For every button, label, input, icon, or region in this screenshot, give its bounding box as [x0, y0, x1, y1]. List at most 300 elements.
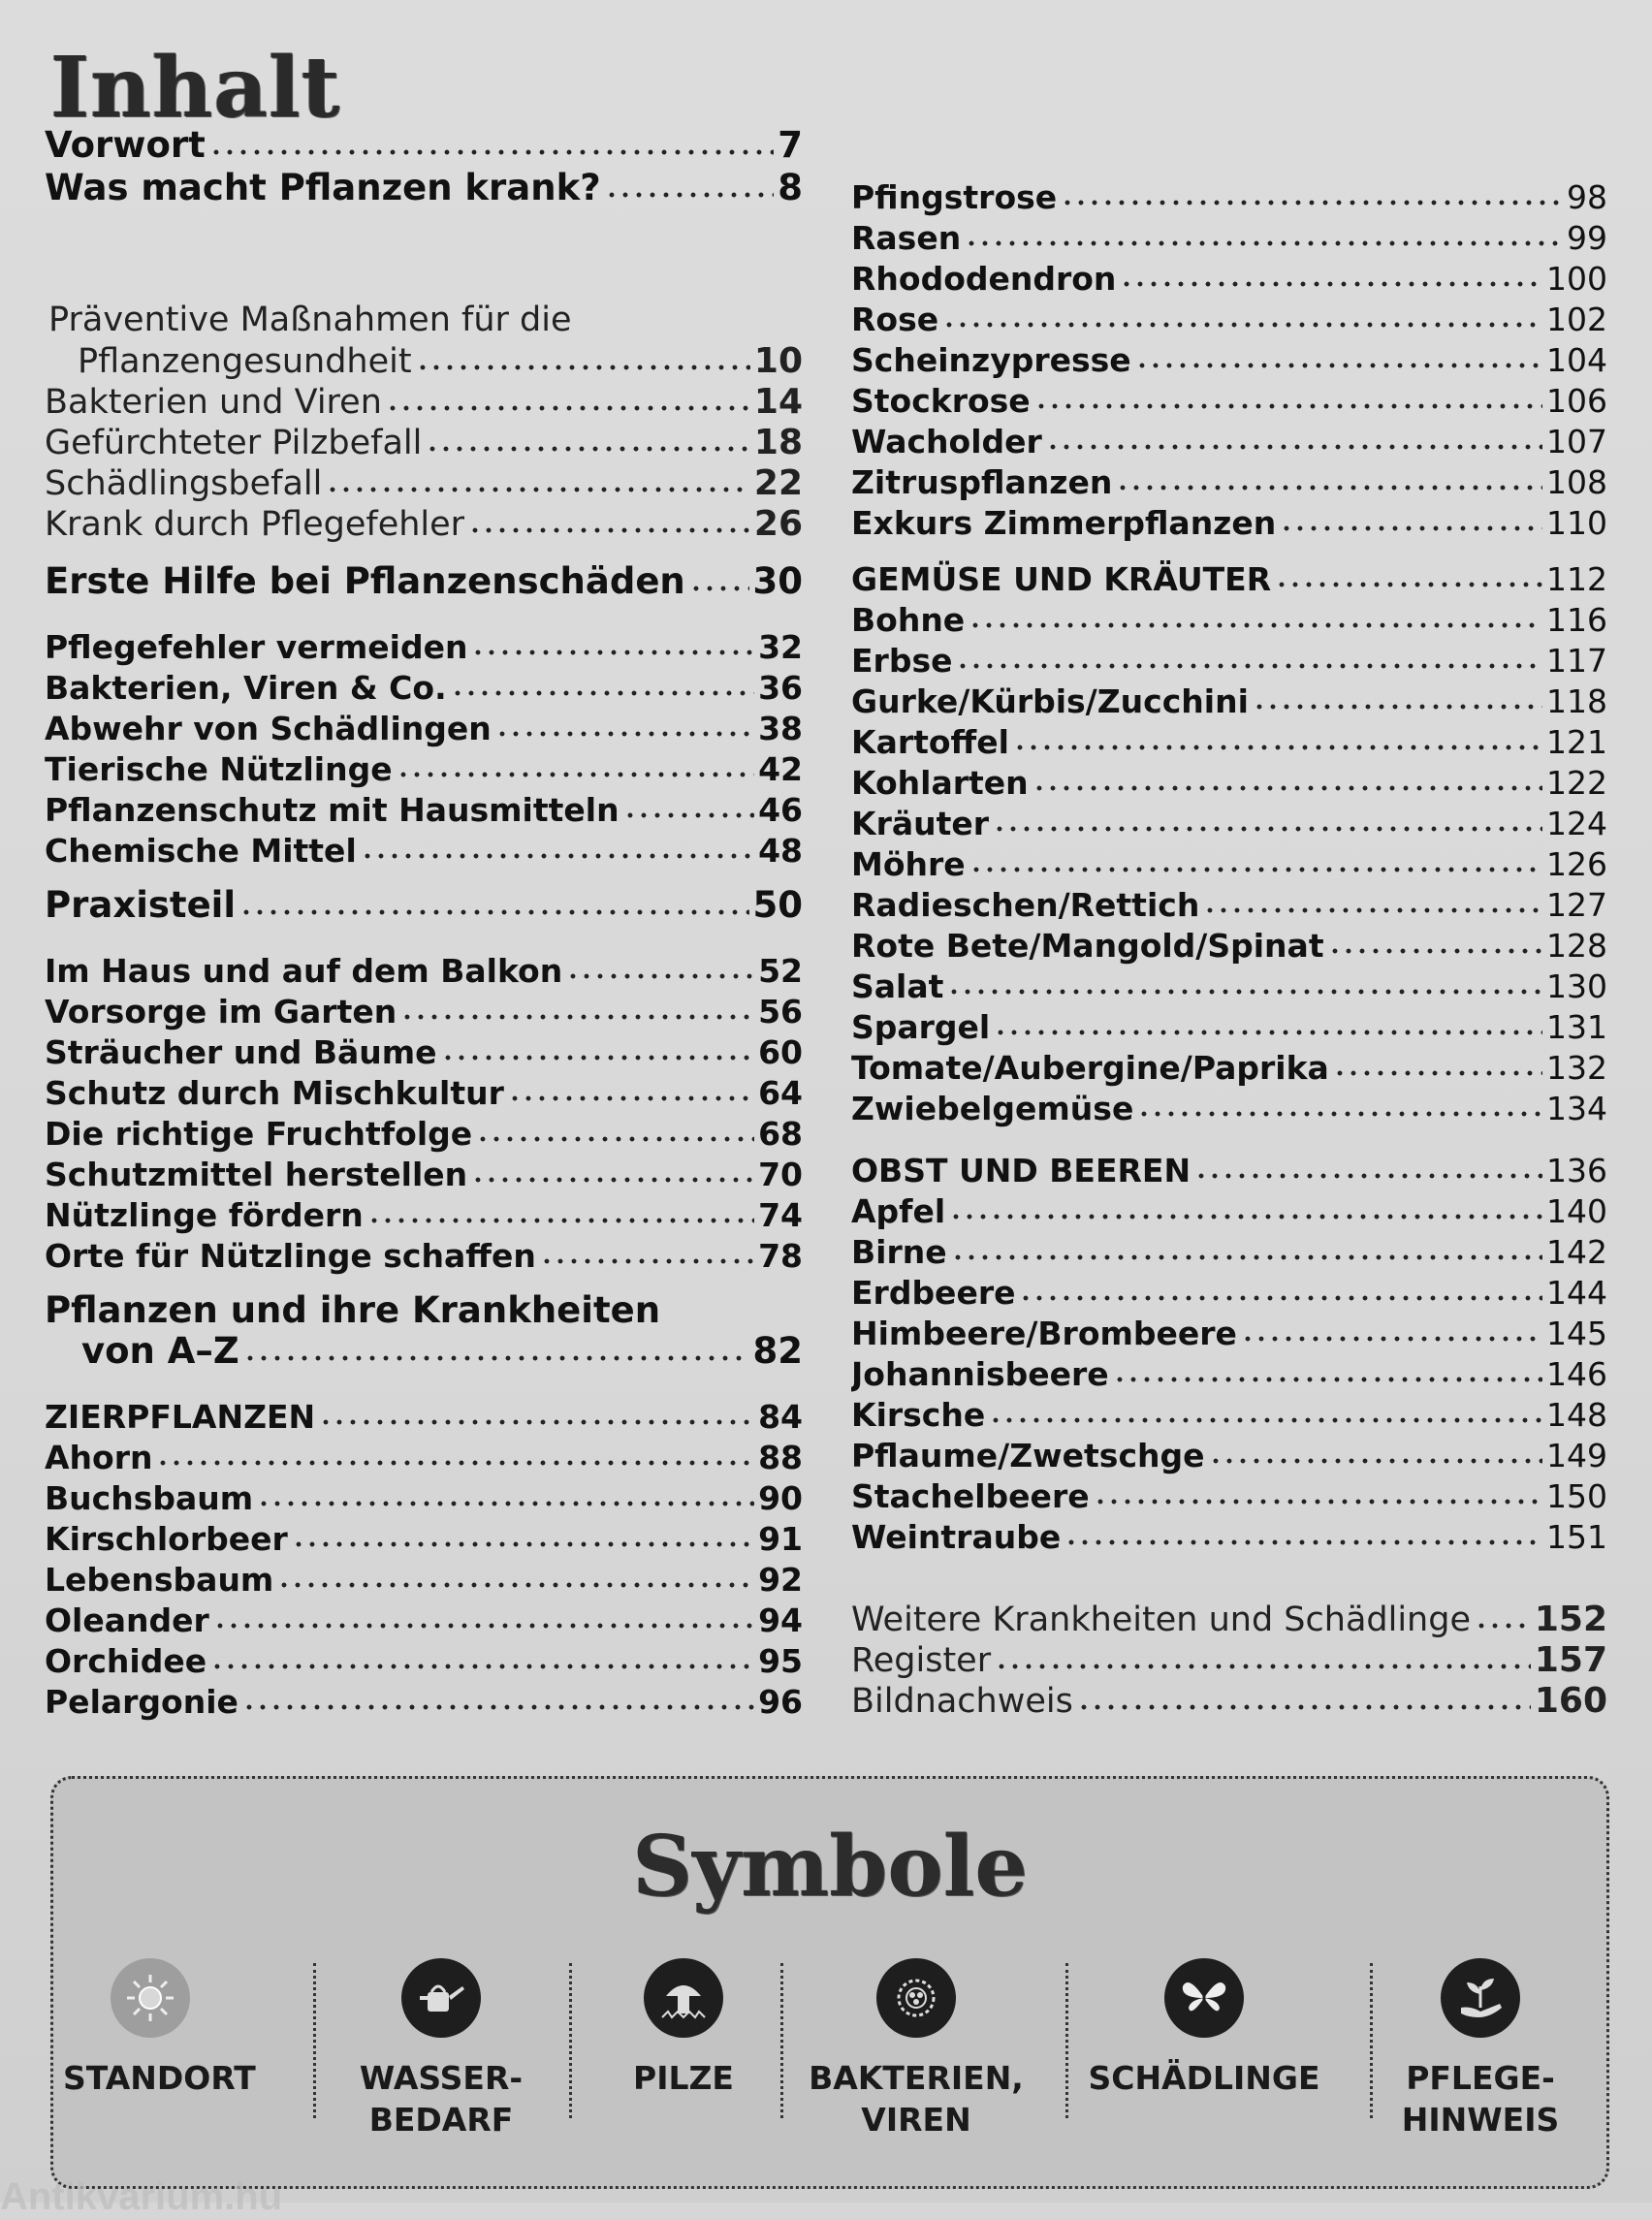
- leader-dots: [1135, 362, 1542, 369]
- toc-page: 131: [1546, 1008, 1607, 1046]
- toc-entry[interactable]: [851, 1008, 1607, 1046]
- leader-dots: [540, 1257, 754, 1265]
- toc-page: 127: [1546, 886, 1607, 924]
- toc-label: Vorwort: [45, 124, 206, 166]
- toc-label: Lebensbaum: [45, 1561, 274, 1599]
- leader-dots: [1333, 1069, 1542, 1077]
- leader-dots: [471, 649, 754, 656]
- leader-dots: [689, 585, 749, 592]
- toc-entry[interactable]: [851, 1152, 1607, 1189]
- toc-entry-praeventiv[interactable]: [45, 341, 803, 381]
- leader-dots: [1113, 1376, 1542, 1383]
- leader-dots: [451, 689, 754, 697]
- leader-dots: [1194, 1172, 1542, 1180]
- toc-entry[interactable]: [45, 1398, 803, 1436]
- toc-label: Register: [851, 1641, 992, 1680]
- leader-dots: [367, 1217, 754, 1224]
- toc-entry[interactable]: [45, 669, 803, 707]
- toc-entry[interactable]: [45, 1601, 803, 1639]
- toc-page: 50: [752, 884, 803, 926]
- toc-entry[interactable]: [851, 845, 1607, 883]
- toc-entry[interactable]: [851, 341, 1607, 379]
- toc-entry[interactable]: [851, 178, 1607, 216]
- toc-label: Bakterien, Viren & Co.: [45, 669, 447, 707]
- toc-entry[interactable]: [851, 601, 1607, 639]
- toc-page: 46: [758, 791, 803, 829]
- leader-dots: [257, 1500, 754, 1507]
- toc-label: Stockrose: [851, 382, 1031, 420]
- toc-label: Chemische Mittel: [45, 832, 357, 870]
- toc-label: Abwehr von Schädlingen: [45, 710, 492, 747]
- toc-entry[interactable]: [851, 1355, 1607, 1393]
- toc-label: von A–Z: [81, 1330, 239, 1372]
- leader-dots: [508, 1094, 754, 1102]
- toc-label: Rhododendron: [851, 260, 1117, 298]
- toc-label: Rote Bete/Mangold/Spinat: [851, 927, 1324, 965]
- leader-dots: [951, 1253, 1542, 1261]
- symbol-label: HINWEIS: [1401, 2101, 1560, 2139]
- toc-page: 157: [1534, 1640, 1607, 1680]
- symbol-pflegehinweis: [1383, 1958, 1577, 2140]
- toc-label: Johannisbeere: [851, 1355, 1109, 1393]
- leader-dots: [1475, 1622, 1531, 1630]
- leader-dots: [605, 191, 775, 199]
- leader-dots: [416, 364, 750, 371]
- symbol-bakterien-viren: [800, 1958, 1032, 2140]
- toc-entry[interactable]: [851, 1681, 1607, 1721]
- toc-entry[interactable]: [45, 1196, 803, 1234]
- toc-page: 150: [1546, 1477, 1607, 1515]
- toc-page: 98: [1567, 178, 1607, 216]
- divider: [1370, 1963, 1373, 2118]
- toc-label: Weintraube: [851, 1518, 1062, 1556]
- leader-dots: [441, 1054, 755, 1062]
- leader-dots: [319, 1418, 754, 1426]
- leader-dots: [1116, 484, 1542, 491]
- toc-label: Rose: [851, 301, 939, 338]
- toc-label: Zwiebelgemüse: [851, 1090, 1134, 1127]
- toc-label: Pflanzenschutz mit Hausmitteln: [45, 791, 620, 829]
- toc-label: Erbse: [851, 642, 953, 680]
- toc-page: 82: [752, 1330, 803, 1372]
- symbol-label: SCHÄDLINGE: [1088, 2059, 1320, 2097]
- toc-entry-krank[interactable]: [45, 167, 803, 208]
- toc-page: 106: [1546, 382, 1607, 420]
- toc-entry[interactable]: [851, 382, 1607, 420]
- toc-entry-az[interactable]: [45, 1330, 803, 1372]
- symbol-pilze: [596, 1958, 771, 2099]
- butterfly-icon: [1164, 1958, 1244, 2038]
- symbols-legend: [50, 1776, 1609, 2189]
- toc-page: 112: [1546, 560, 1607, 598]
- leader-dots: [1061, 199, 1563, 206]
- page-title: Inhalt: [50, 39, 341, 137]
- toc-label: OBST UND BEEREN: [851, 1152, 1191, 1189]
- toc-label: Exkurs Zimmerpflanzen: [851, 504, 1277, 542]
- toc-entry[interactable]: [851, 1233, 1607, 1271]
- toc-label: Tomate/Aubergine/Paprika: [851, 1049, 1329, 1087]
- toc-entry[interactable]: [45, 1561, 803, 1599]
- toc-page: 42: [758, 750, 803, 788]
- toc-entry[interactable]: [45, 832, 803, 870]
- toc-label: Schutz durch Mischkultur: [45, 1074, 504, 1112]
- toc-entry[interactable]: [851, 219, 1607, 257]
- toc-entry[interactable]: [851, 260, 1607, 298]
- toc-entry[interactable]: [851, 1274, 1607, 1312]
- toc-page: 64: [758, 1074, 803, 1112]
- symbol-label: BEDARF: [368, 2101, 514, 2139]
- toc-entry-bakterien[interactable]: [45, 382, 803, 422]
- leader-dots: [1280, 524, 1542, 532]
- toc-label: Die richtige Fruchtfolge: [45, 1115, 473, 1153]
- toc-page: 99: [1567, 219, 1607, 257]
- toc-label: Schutzmittel herstellen: [45, 1156, 468, 1193]
- divider: [1065, 1963, 1068, 2118]
- toc-page: 107: [1546, 423, 1607, 460]
- toc-entry[interactable]: [851, 886, 1607, 924]
- leader-dots: [942, 321, 1542, 329]
- toc-entry-schaedling[interactable]: [45, 463, 803, 503]
- toc-entry[interactable]: [45, 1683, 803, 1721]
- leader-dots: [213, 1622, 754, 1630]
- toc-label: Apfel: [851, 1192, 946, 1230]
- symbol-label: PFLEGE-: [1406, 2059, 1555, 2097]
- toc-label: Orchidee: [45, 1642, 207, 1680]
- toc-entry[interactable]: [851, 1600, 1607, 1639]
- toc-entry-praxisteil[interactable]: [45, 884, 803, 926]
- toc-page: 84: [758, 1398, 803, 1436]
- toc-entry[interactable]: [45, 628, 803, 666]
- toc-page: 52: [758, 952, 803, 990]
- leader-dots: [386, 404, 750, 412]
- toc-page: 92: [758, 1561, 803, 1599]
- toc-entry[interactable]: [851, 1192, 1607, 1230]
- leader-dots: [1077, 1703, 1531, 1711]
- toc-entry[interactable]: [45, 1642, 803, 1680]
- toc-entry[interactable]: [45, 1479, 803, 1517]
- toc-label: Pflegefehler vermeiden: [45, 628, 468, 666]
- leader-dots: [1064, 1538, 1542, 1546]
- leader-dots: [566, 972, 754, 980]
- leader-dots: [949, 1213, 1542, 1220]
- toc-entry[interactable]: [851, 1437, 1607, 1474]
- toc-label-line1: Pflanzen und ihre Krankheiten: [45, 1289, 661, 1331]
- toc-entry[interactable]: [851, 560, 1607, 598]
- toc-label: Im Haus und auf dem Balkon: [45, 952, 563, 990]
- leader-dots: [495, 730, 754, 738]
- leader-dots: [969, 866, 1542, 873]
- toc-page: 48: [758, 832, 803, 870]
- toc-entry[interactable]: [45, 750, 803, 788]
- leader-dots: [1094, 1498, 1542, 1506]
- toc-entry[interactable]: [851, 1090, 1607, 1127]
- toc-label: Radieschen/Rettich: [851, 886, 1200, 924]
- toc-entry[interactable]: [45, 1520, 803, 1558]
- toc-page: 124: [1546, 805, 1607, 842]
- toc-label: Orte für Nützlinge schaffen: [45, 1237, 536, 1275]
- toc-entry-erstehilfe[interactable]: [45, 560, 803, 602]
- toc-label: Was macht Pflanzen krank?: [45, 167, 601, 208]
- toc-entry[interactable]: [45, 1115, 803, 1153]
- toc-label: Bildnachweis: [851, 1682, 1073, 1721]
- toc-entry[interactable]: [45, 1156, 803, 1193]
- toc-entry[interactable]: [851, 764, 1607, 802]
- leader-dots: [426, 445, 750, 453]
- toc-label: Birne: [851, 1233, 947, 1271]
- toc-label: Gurke/Kürbis/Zucchini: [851, 682, 1249, 720]
- toc-label: Oleander: [45, 1601, 209, 1639]
- leader-dots: [397, 771, 754, 778]
- toc-entry[interactable]: [851, 1518, 1607, 1556]
- toc-page: 10: [753, 341, 803, 381]
- toc-page: 90: [758, 1479, 803, 1517]
- toc-page: 14: [753, 382, 803, 422]
- leader-dots: [1241, 1335, 1542, 1343]
- sun-icon: [111, 1958, 190, 2038]
- toc-entry-pflegefehler[interactable]: [45, 504, 803, 544]
- toc-page: 100: [1546, 260, 1607, 298]
- leader-dots: [156, 1459, 754, 1467]
- leader-dots: [1203, 906, 1542, 914]
- toc-page: 132: [1546, 1049, 1607, 1087]
- toc-label: Kartoffel: [851, 723, 1009, 761]
- toc-entry[interactable]: [851, 1396, 1607, 1434]
- toc-page: 56: [758, 993, 803, 1030]
- toc-page: 60: [758, 1033, 803, 1071]
- toc-page: 144: [1546, 1274, 1607, 1312]
- toc-page: 136: [1546, 1152, 1607, 1189]
- toc-entry[interactable]: [851, 682, 1607, 720]
- toc-page: 146: [1546, 1355, 1607, 1393]
- leader-dots: [326, 486, 750, 493]
- toc-page: 126: [1546, 845, 1607, 883]
- leader-dots: [239, 908, 748, 916]
- leader-dots: [210, 1663, 754, 1670]
- toc-page: 152: [1534, 1600, 1607, 1639]
- mushroom-icon: [644, 1958, 723, 2038]
- leader-dots: [242, 1703, 754, 1711]
- leader-dots: [623, 811, 754, 819]
- toc-page: 160: [1534, 1681, 1607, 1721]
- virus-icon: [876, 1958, 956, 2038]
- symbol-label: WASSER-: [359, 2059, 524, 2097]
- symbol-schaedlinge: [1083, 1958, 1325, 2099]
- symbol-standort: [63, 1958, 256, 2099]
- toc-label: Pflanzengesundheit: [78, 342, 412, 381]
- symbol-wasserbedarf: [354, 1958, 528, 2140]
- toc-entry[interactable]: [851, 723, 1607, 761]
- toc-label: Buchsbaum: [45, 1479, 254, 1517]
- toc-page: 151: [1546, 1518, 1607, 1556]
- toc-page: 36: [758, 669, 803, 707]
- leader-dots: [993, 825, 1542, 833]
- toc-page: 110: [1546, 504, 1607, 542]
- leader-dots: [1137, 1110, 1542, 1118]
- toc-page: 22: [753, 463, 803, 503]
- leader-dots: [209, 148, 774, 156]
- toc-page: 88: [758, 1439, 803, 1476]
- toc-entry[interactable]: [45, 1439, 803, 1476]
- toc-page: 18: [753, 423, 803, 462]
- divider: [780, 1963, 783, 2118]
- toc-page: 30: [752, 560, 803, 602]
- leader-dots: [361, 852, 754, 860]
- toc-label: Zitruspflanzen: [851, 463, 1113, 501]
- leader-dots: [994, 1029, 1542, 1036]
- symbol-label: BAKTERIEN,: [809, 2059, 1024, 2097]
- leader-dots: [1046, 443, 1542, 451]
- leader-dots: [989, 1416, 1542, 1424]
- toc-label: Kohlarten: [851, 764, 1029, 802]
- leader-dots: [947, 988, 1542, 996]
- symbol-label: VIREN: [861, 2101, 971, 2139]
- toc-entry[interactable]: [45, 993, 803, 1030]
- symbol-label: STANDORT: [63, 2059, 256, 2097]
- toc-page: 96: [758, 1683, 803, 1721]
- toc-page: 108: [1546, 463, 1607, 501]
- leader-dots: [277, 1581, 754, 1589]
- toc-entry[interactable]: [851, 463, 1607, 501]
- watering-can-icon: [401, 1958, 481, 2038]
- symbols-title: Symbole: [632, 1818, 1028, 1916]
- toc-label-line1: Präventive Maßnahmen für die: [48, 301, 572, 339]
- toc-page: 91: [758, 1520, 803, 1558]
- toc-page: 117: [1546, 642, 1607, 680]
- toc-label: Kirschlorbeer: [45, 1520, 288, 1558]
- leader-dots: [468, 526, 750, 534]
- toc-label: Bohne: [851, 601, 966, 639]
- toc-entry[interactable]: [45, 952, 803, 990]
- toc-label: Wacholder: [851, 423, 1042, 460]
- toc-page: 68: [758, 1115, 803, 1153]
- toc-entry[interactable]: [851, 1315, 1607, 1352]
- symbol-label: PILZE: [633, 2059, 734, 2097]
- toc-label: Schädlingsbefall: [45, 464, 323, 503]
- toc-label: Weitere Krankheiten und Schädlinge: [851, 1601, 1471, 1639]
- toc-entry[interactable]: [851, 967, 1607, 1005]
- toc-label: Rasen: [851, 219, 962, 257]
- toc-label: Tierische Nützlinge: [45, 750, 393, 788]
- toc-label: Gefürchteter Pilzbefall: [45, 424, 423, 462]
- leader-dots: [1034, 402, 1542, 410]
- toc-label: Kräuter: [851, 805, 990, 842]
- toc-page: 121: [1546, 723, 1607, 761]
- toc-label: Himbeere/Brombeere: [851, 1315, 1237, 1352]
- toc-label: Kirsche: [851, 1396, 986, 1434]
- leader-dots: [400, 1013, 754, 1021]
- toc-page: 38: [758, 710, 803, 747]
- toc-page: 70: [758, 1156, 803, 1193]
- toc-label: ZIERPFLANZEN: [45, 1398, 316, 1436]
- toc-label: Stachelbeere: [851, 1477, 1090, 1515]
- toc-label: Möhre: [851, 845, 966, 883]
- toc-page: 134: [1546, 1090, 1607, 1127]
- toc-page: 128: [1546, 927, 1607, 965]
- toc-label: Ahorn: [45, 1439, 153, 1476]
- toc-page: 116: [1546, 601, 1607, 639]
- leader-dots: [1019, 1294, 1542, 1302]
- toc-page: 130: [1546, 967, 1607, 1005]
- toc-entry[interactable]: [851, 927, 1607, 965]
- toc-page: 7: [778, 124, 803, 166]
- toc-entry[interactable]: [851, 1477, 1607, 1515]
- toc-page: 140: [1546, 1192, 1607, 1230]
- toc-page: 149: [1546, 1437, 1607, 1474]
- toc-label: Sträucher und Bäume: [45, 1033, 437, 1071]
- toc-label: Erste Hilfe bei Pflanzenschäden: [45, 560, 685, 602]
- leader-dots: [1209, 1457, 1543, 1465]
- toc-label: Praxisteil: [45, 884, 237, 926]
- toc-label: Pelargonie: [45, 1683, 238, 1721]
- toc-entry[interactable]: [851, 805, 1607, 842]
- toc-entry[interactable]: [45, 1074, 803, 1112]
- toc-page: 148: [1546, 1396, 1607, 1434]
- toc-entry[interactable]: [851, 642, 1607, 680]
- leader-dots: [292, 1540, 754, 1548]
- toc-page: 78: [758, 1237, 803, 1275]
- toc-page: 104: [1546, 341, 1607, 379]
- leader-dots: [471, 1176, 754, 1184]
- leader-dots: [1013, 744, 1542, 751]
- toc-label: Krank durch Pflegefehler: [45, 505, 465, 544]
- toc-entry[interactable]: [851, 301, 1607, 338]
- toc-entry[interactable]: [851, 504, 1607, 542]
- toc-page: 118: [1546, 682, 1607, 720]
- toc-entry-pilz[interactable]: [45, 423, 803, 462]
- leader-dots: [1328, 947, 1542, 955]
- toc-label: Pflaume/Zwetschge: [851, 1437, 1205, 1474]
- leader-dots: [476, 1135, 754, 1143]
- seedling-hand-icon: [1441, 1958, 1520, 2038]
- toc-entry[interactable]: [45, 710, 803, 747]
- leader-dots: [1032, 784, 1542, 792]
- leader-dots: [1253, 703, 1542, 711]
- toc-label: Bakterien und Viren: [45, 383, 382, 422]
- leader-dots: [243, 1354, 749, 1362]
- toc-label: Vorsorge im Garten: [45, 993, 397, 1030]
- toc-entry[interactable]: [851, 1049, 1607, 1087]
- leader-dots: [969, 621, 1542, 629]
- divider: [313, 1963, 316, 2118]
- toc-entry[interactable]: [851, 423, 1607, 460]
- toc-entry[interactable]: [45, 791, 803, 829]
- toc-entry-vorwort[interactable]: [45, 124, 803, 166]
- toc-entry[interactable]: [851, 1640, 1607, 1680]
- leader-dots: [995, 1663, 1531, 1670]
- toc-label: Pfingstrose: [851, 178, 1058, 216]
- toc-label: Salat: [851, 967, 944, 1005]
- toc-entry[interactable]: [45, 1237, 803, 1275]
- toc-page: 145: [1546, 1315, 1607, 1352]
- leader-dots: [956, 662, 1542, 670]
- toc-label: Erdbeere: [851, 1274, 1016, 1312]
- toc-page: 26: [753, 504, 803, 544]
- toc-page: 94: [758, 1601, 803, 1639]
- toc-page: 122: [1546, 764, 1607, 802]
- toc-page: 8: [778, 167, 803, 208]
- toc-label: Spargel: [851, 1008, 991, 1046]
- toc-page: 95: [758, 1642, 803, 1680]
- leader-dots: [965, 239, 1563, 247]
- toc-page: 102: [1546, 301, 1607, 338]
- toc-label: GEMÜSE UND KRÄUTER: [851, 560, 1272, 598]
- toc-page: 142: [1546, 1233, 1607, 1271]
- toc-page: 32: [758, 628, 803, 666]
- leader-dots: [1275, 581, 1542, 588]
- toc-entry[interactable]: [45, 1033, 803, 1071]
- leader-dots: [1120, 280, 1542, 288]
- watermark: Antikvarium.hu: [0, 2175, 283, 2218]
